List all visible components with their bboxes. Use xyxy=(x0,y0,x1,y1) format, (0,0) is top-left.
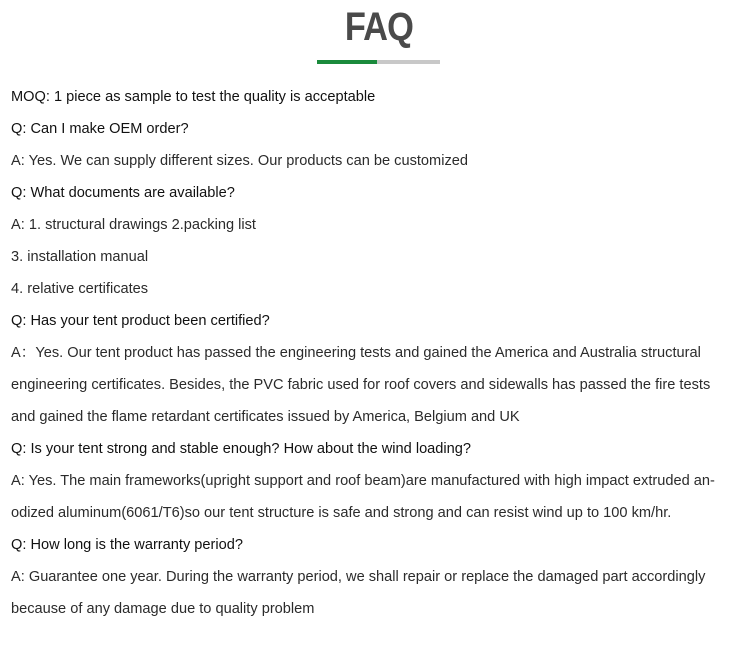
faq-answer: engineering certificates. Besides, the PVC fabric used for roof covers and sidewalls has passed the fire tests xyxy=(11,377,711,393)
title-underline xyxy=(317,60,440,64)
faq-question: Q: Can I make OEM order? xyxy=(11,121,189,137)
underline-track xyxy=(377,60,440,64)
underline-accent xyxy=(317,60,377,64)
faq-answer: 4. relative certificates xyxy=(11,281,149,297)
faq-answer: and gained the flame retardant certificates issued by America, Belgium and UK xyxy=(11,409,520,425)
faq-question: Q: What documents are available? xyxy=(11,185,235,201)
faq-question: Q: Is your tent strong and stable enough? How about the wind loading? xyxy=(11,441,472,457)
faq-answer: A: Yes. The main frameworks(upright support and roof beam)are manufactured with high impact extruded an- xyxy=(11,473,715,489)
faq-answer: 3. installation manual xyxy=(11,249,149,265)
faq-answer: A: Yes. We can supply different sizes. Our products can be customized xyxy=(11,153,468,169)
faq-answer: odized aluminum(6061/T6)so our tent structure is safe and strong and can resist wind up to 100 km/hr. xyxy=(11,505,672,521)
faq-answer: A: 1. structural drawings 2.packing list xyxy=(11,217,256,233)
faq-moq: MOQ: 1 piece as sample to test the quality is acceptable xyxy=(11,89,376,105)
faq-answer: A: Guarantee one year. During the warranty period, we shall repair or replace the damaged part accordingly xyxy=(11,569,706,585)
faq-question: Q: Has your tent product been certified? xyxy=(11,313,270,329)
faq-list xyxy=(11,81,741,625)
faq-answer: A：Yes. Our tent product has passed the engineering tests and gained the America and Australia structural xyxy=(11,345,701,361)
faq-question: Q: How long is the warranty period? xyxy=(11,537,243,553)
faq-answer: because of any damage due to quality problem xyxy=(11,601,315,617)
page-title: FAQ xyxy=(344,5,414,49)
